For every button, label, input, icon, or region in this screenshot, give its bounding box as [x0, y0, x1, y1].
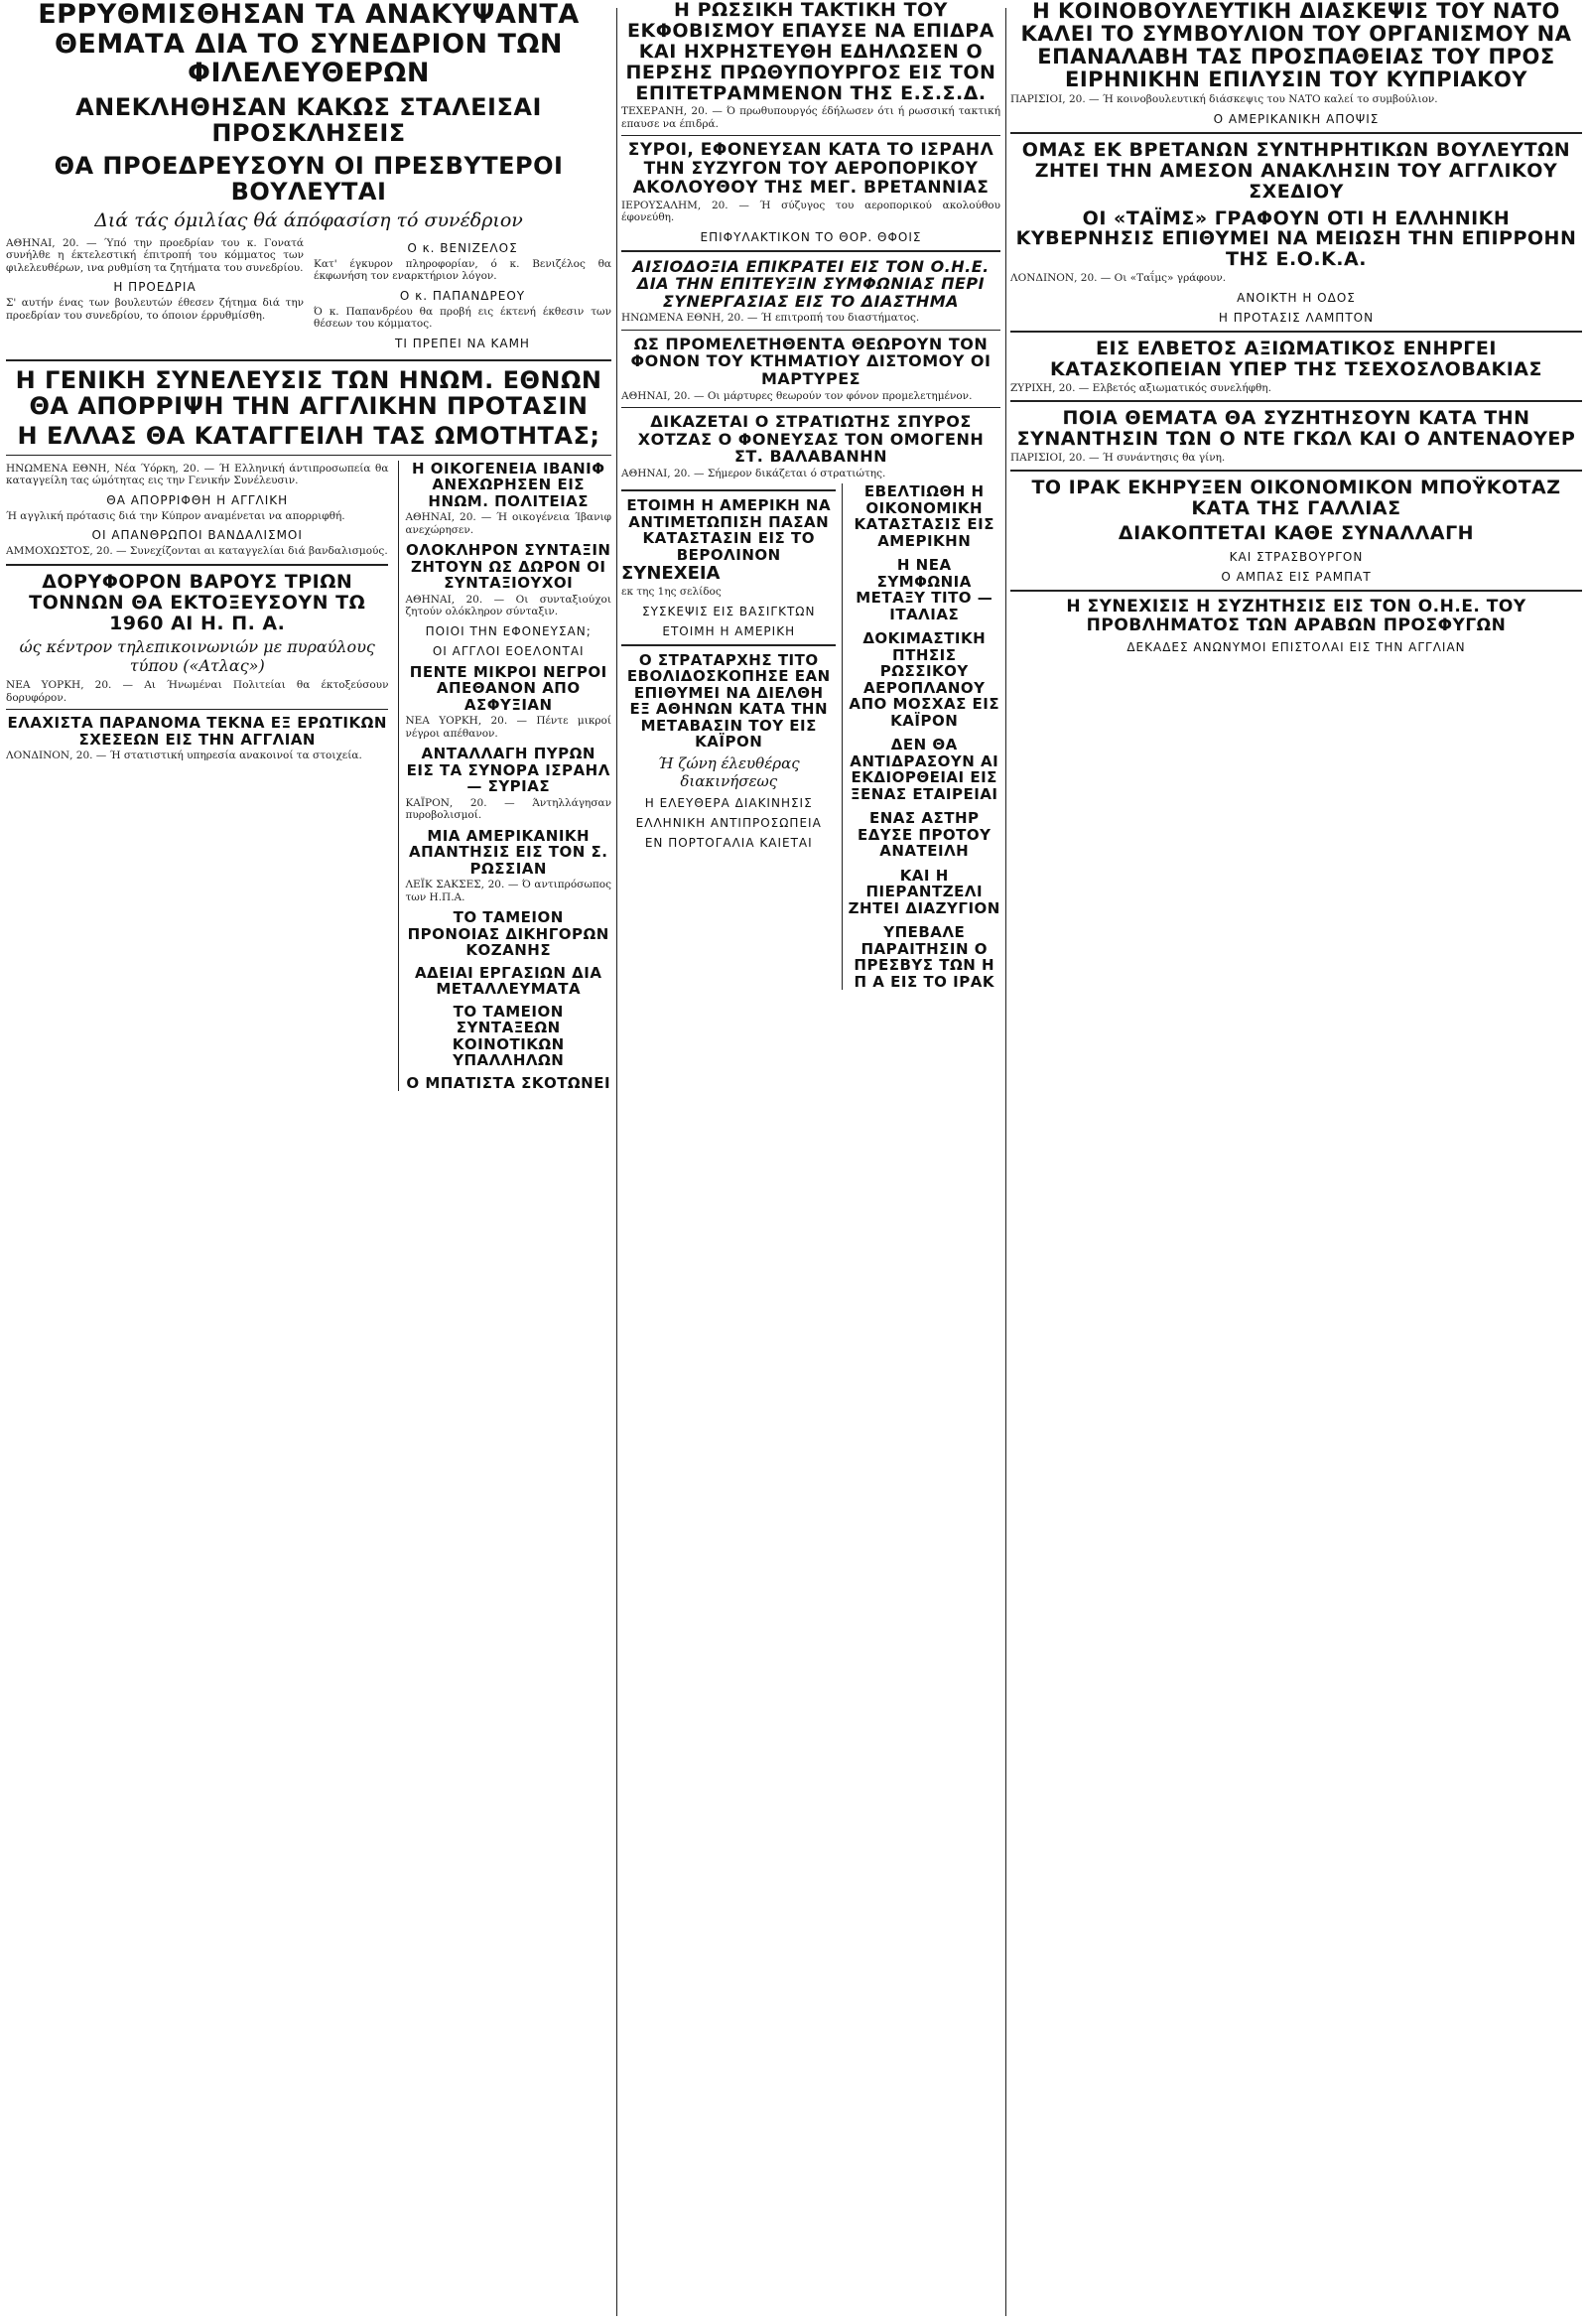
headline-economy: ΕΒΕΛΤΙΩΘΗ Η ΟΙΚΟΝΟΜΙΚΗ ΚΑΤΑΣΤΑΣΙΣ ΕΙΣ ΑΜΕΡΙΚΗΝ	[854, 482, 994, 550]
section-portugal: ΕΝ ΠΟΡΤΟΓΑΛΙΑ ΚΑΙΕΤΑΙ	[644, 835, 813, 850]
column-rule	[1005, 8, 1006, 2316]
subheadline-speeches: Διά τάς όμιλίας θά άπόφασίση τό συνέδριον	[94, 208, 523, 231]
section-papandreou: Ο κ. ΠΑΠΑΝΔΡΕΟΥ	[399, 288, 526, 303]
section-british-volunteer: ΟΙ ΑΓΓΛΟΙ ΕΟΕΛΟΝΤΑΙ	[432, 643, 585, 658]
headline-syrians-killed: ΣΥΡΟΙ, ΕΦΟΝΕΥΣΑΝ ΚΑΤΑ ΤΟ ΙΣΡΑΗΛ ΤΗΝ ΣΥΖΥΓΟΝ ΤΟΥ ΑΕΡΟΠΟΡΙΚΟΥ ΑΚΟΛΟΥΘΟΥ ΤΗΣ ΜΕΓ. ΒΡΕΤΑΝΝΙΑΣ	[627, 140, 994, 198]
headline-five-children: ΠΕΝΤΕ ΜΙΚΡΟΙ ΝΕΓΡΟΙ ΑΠΕΘΑΝΟΝ ΑΠΟ ΑΣΦΥΞΙΑΝ	[409, 662, 607, 714]
headline-british-mps: ΟΜΑΣ ΕΚ ΒΡΕΤΑΝΩΝ ΣΥΝΤΗΡΗΤΙΚΩΝ ΒΟΥΛΕΥΤΩΝ ΖΗΤΕΙ ΤΗΝ ΑΜΕΣΟΝ ΑΝΑΚΛΗΣΙΝ ΤΟΥ ΑΓΓΛΙΚΟΥ ΣΧΕΔΙΟΥ	[1021, 138, 1571, 203]
left-section: ΕΡΡΥΘΜΙΣΘΗΣΑΝ ΤΑ ΑΝΑΚΥΨΑΝΤΑ ΘΕΜΑΤΑ ΔΙΑ ΤΟ ΣΥΝΕΔΡΙΟΝ ΤΩΝ ΦΙΛΕΛΕΥΘΕΡΩΝ ΑΝΕΚΛΗΘΗΣΑΝ ΚΑΚΩΣ ΣΤΑΛΕΙΣΑΙ ΠΡΟΣΚΛΗΣΕΙΣ ΘΑ ΠΡΟΕΔΡΕΥΣΟΥΝ ΟΙ ΠΡΕΣΒΥΤΕΡΟΙ ΒΟΥΛΕΥΤΑΙ Διά τάς όμιλίας θά άπόφασίση τό συνέδριον ΑΘΗΝΑΙ, 20. — Ύπό την προεδρίαν του κ. Γονατά συνήλθε η έκτελεστική έπιτροπή του κόμματος των φιλελευθέρων, ινα ρυθμίση τα ζητήματα του συνεδρίου. Η ΠΡΟΕΔΡΙΑ Σ' αυτήν ένας των βουλευτών έθεσεν ζήτημα διά την προεδρίαν του συνεδρίου, το όποιον έρρυθμίσθη. Ο κ. ΒΕΝΙΖΕΛΟΣ Κατ' έγκυρον πληροφορίαν, ό κ. Βενιζέλος θα έκφωνήση τον εναρκτήριον λόγον. Ο κ. ΠΑΠΑΝΔΡΕΟΥ Ό κ. Παπανδρέου θα προβή εις έκτενή έκθεσιν των θέσεων του κόμματος. ΤΙ ΠΡΕΠΕΙ ΝΑ ΚΑΜΗ Η ΓΕΝΙΚΗ ΣΥΝΕΛΕΥΣΙΣ ΤΩΝ ΗΝΩΜ. ΕΘΝΩΝ ΘΑ ΑΠΟΡΡΙΨΗ ΤΗΝ ΑΓΓΛΙΚΗΝ ΠΡΟΤΑΣΙΝ Η ΕΛΛΑΣ ΘΑ ΚΑΤΑΓΓΕΙΛΗ ΤΑΣ ΩΜΟΤΗΤΑΣ; ΗΝΩΜΕΝΑ ΕΘΝΗ, Νέα Ύόρκη, 20. — Ή Ελληνική άντιπροσωπεία θα καταγγείλη τας ώμότητας εις την Γενικήν Συνέλευσιν. ΘΑ ΑΠΟΡΡΙΦΘΗ Η ΑΓΓΛΙΚΗ Ή αγγλική πρότασις διά την Κύπρον αναμένεται να απορριφθή. ΟΙ ΑΠΑΝΘΡΩΠΟΙ ΒΑΝΔΑΛΙΣΜΟΙ ΑΜΜΟΧΩΣΤΟΣ, 20. — Συνεχίζονται αι καταγγελίαι διά βανδαλισμούς. ΔΟΡΥΦΟΡΟΝ ΒΑΡΟΥΣ ΤΡΙΩΝ ΤΟΝΝΩΝ ΘΑ ΕΚΤΟΞΕΥΣΟΥΝ ΤΩ 1960 ΑΙ Η. Π. Α. ώς κέντρον τηλεπικοινωνιών με πυραύλους τύπου («Ατλας») ΝΕΑ ΥΟΡΚΗ, 20. — Αι Ήνωμέναι Πολιτείαι θα έκτοξεύσουν δορυφόρον. ΕΛΑΧΙΣΤΑ ΠΑΡΑΝΟΜΑ ΤΕΚΝΑ ΕΞ ΕΡΩΤΙΚΩΝ ΣΧΕΣΕΩΝ ΕΙΣ ΤΗΝ ΑΓΓΛΙΑΝ ΛΟΝΔΙΝΟΝ, 20. — Ή στατιστική υπηρεσία ανακοινοί τα στοιχεία. Η ΟΙΚΟΓΕΝΕΙΑ ΙΒΑΝΙΦ ΑΝΕΧΩΡΗΣΕΝ ΕΙΣ ΗΝΩΜ. ΠΟΛΙΤΕΙΑΣ ΑΘΗΝΑΙ, 20. — Ή οικογένεια Ίβανιφ ανεχώρησεν. ΟΛΟΚΛΗΡΟΝ ΣΥΝΤΑΞΙΝ ΖΗΤΟΥΝ ΩΣ ΔΩΡΟΝ ΟΙ ΣΥΝΤΑΞΙΟΥΧΟΙ ΑΘΗΝΑΙ, 20. — Οι συνταξιούχοι ζητούν ολόκληρον σύνταξιν. ΠΟΙΟΙ ΤΗΝ ΕΦΟΝΕΥΣΑΝ; ΟΙ ΑΓΓΛΟΙ ΕΟΕΛΟΝΤΑΙ ΠΕΝΤΕ ΜΙΚΡΟΙ ΝΕΓΡΟΙ ΑΠΕΘΑΝΟΝ ΑΠΟ ΑΣΦΥΞΙΑΝ ΝΕΑ ΥΟΡΚΗ, 20. — Πέντε μικροί νέγροι απέθανον. ΑΝΤΑΛΛΑΓΗ ΠΥΡΩΝ ΕΙΣ ΤΑ ΣΥΝΟΡΑ ΙΣΡΑΗΛ — ΣΥΡΙΑΣ ΚΑΪΡΟΝ, 20. — Άντηλλάγησαν πυροβολισμοί. ΜΙΑ ΑΜΕΡΙΚΑΝΙΚΗ ΑΠΑΝΤΗΣΙΣ ΕΙΣ ΤΟΝ Σ. ΡΩΣΣΙΑΝ ΛΕΪΚ ΣΑΚΣΕΣ, 20. — Ό αντιπρόσωπος των Η.Π.Α. ΤΟ ΤΑΜΕΙΟΝ ΠΡΟΝΟΙΑΣ ΔΙΚΗΓΟΡΩΝ ΚΟΖΑΝΗΣ ΑΔΕΙΑΙ ΕΡΓΑΣΙΩΝ ΔΙΑ ΜΕΤΑΛΛΕΥΜΑΤΑ ΤΟ ΤΑΜΕΙΟΝ ΣΥΝΤΑΞΕΩΝ ΚΟΙΝΟΤΙΚΩΝ ΥΠΑΛΛΗΛΩΝ Ο ΜΠΑΤΙΣΤΑ ΣΚΟΤΩΝΕΙ	[6, 0, 611, 1092]
section-greek-delegation: ΕΛΛΗΝΙΚΗ ΑΝΤΙΠΡΟΣΩΠΕΙΑ	[635, 815, 822, 830]
headline-satellite: ΔΟΡΥΦΟΡΟΝ ΒΑΡΟΥΣ ΤΡΙΩΝ ΤΟΝΝΩΝ ΘΑ ΕΚΤΟΞΕΥΣΟΥΝ ΤΩ 1960 ΑΙ Η. Π. Α.	[29, 570, 366, 634]
section-venizelos: Ο κ. ΒΕΝΙΖΕΛΟΣ	[407, 240, 518, 255]
headline-invitations: ΑΝΕΚΛΗΘΗΣΑΝ ΚΑΚΩΣ ΣΤΑΛΕΙΣΑΙ ΠΡΟΣΚΛΗΣΕΙΣ	[75, 93, 542, 148]
headline-pensioners: ΟΛΟΚΛΗΡΟΝ ΣΥΝΤΑΞΙΝ ΖΗΤΟΥΝ ΩΣ ΔΩΡΟΝ ΟΙ ΣΥΝΤΑΞΙΟΥΧΟΙ	[405, 541, 611, 593]
headline-liberals-congress: ΕΡΡΥΘΜΙΣΘΗΣΑΝ ΤΑ ΑΝΑΚΥΨΑΝΤΑ ΘΕΜΑΤΑ ΔΙΑ ΤΟ ΣΥΝΕΔΡΙΟΝ ΤΩΝ ΦΙΛΕΛΕΥΘΕΡΩΝ	[38, 0, 580, 89]
headline-distomo: ΩΣ ΠΡΟΜΕΛΕΤΗΘΕΝΤΑ ΘΕΩΡΟΥΝ ΤΟΝ ΦΟΝΟΝ ΤΟΥ ΚΤΗΜΑΤΙΟΥ ΔΙΣΤΟΜΟΥ ΟΙ ΜΑΡΤΥΡΕΣ	[630, 334, 992, 388]
headline-elder-mps: ΘΑ ΠΡΟΕΔΡΕΥΣΟΥΝ ΟΙ ΠΡΕΣΒΥΤΕΡΟΙ ΒΟΥΛΕΥΤΑΙ	[54, 151, 564, 206]
headline-tito-italy: Η ΝΕΑ ΣΥΜΦΩΝΙΑ ΜΕΤΑΞΥ ΤΙΤΟ — ΙΤΑΛΙΑΣ	[856, 556, 993, 623]
headline-nato: Η ΚΟΙΝΟΒΟΥΛΕΥΤΙΚΗ ΔΙΑΣΚΕΨΙΣ ΤΟΥ ΝΑΤΟ ΚΑΛΕΙ ΤΟ ΣΥΜΒΟΥΛΙΟΝ ΤΟΥ ΟΡΓΑΝΙΣΜΟΥ ΝΑ ΕΠΑΝΑΛΑΒΗ ΤΑΣ ΠΡΟΣΠΑΘΕΙΑΣ ΤΟΥ ΠΡΟΣ ΕΙΡΗΝΙΚΗΝ ΕΠΙΛΥΣΙΝ ΤΟΥ ΚΥΠΡΙΑΚΟΥ	[1020, 0, 1572, 92]
headline-lawyers-fund: ΤΟ ΤΑΜΕΙΟΝ ΠΡΟΝΟΙΑΣ ΔΙΚΗΓΟΡΩΝ ΚΟΖΑΝΗΣ	[407, 908, 609, 960]
headline-swiss-officer: ΕΙΣ ΕΛΒΕΤΟΣ ΑΞΙΩΜΑΤΙΚΟΣ ΕΝΗΡΓΕΙ ΚΑΤΑΣΚΟΠΕΙΑΝ ΥΠΕΡ ΤΗΣ ΤΣΕΧΟΣΛΟΒΑΚΙΑΣ	[1050, 337, 1542, 380]
section-precaution: ΕΠΙΦΥΛΑΚΤΙΚΟΝ ΤΟ ΘΟΡ. ΘΦΟΙΣ	[700, 229, 922, 244]
headline-de-gaulle: ΠΟΙΑ ΘΕΜΑΤΑ ΘΑ ΣΥΖΗΤΗΣΟΥΝ ΚΑΤΑ ΤΗΝ ΣΥΝΑΝΤΗΣΙΝ ΤΩΝ Ο ΝΤΕ ΓΚΩΛ ΚΑΙ Ο ΑΝΤΕΝΑΟΥΕΡ	[1016, 407, 1576, 450]
section-strasbourg: ΚΑΙ ΣΤΡΑΣΒΟΥΡΓΟΝ	[1229, 549, 1364, 564]
section-washington: ΣΥΣΚΕΨΙΣ ΕΙΣ ΒΑΣΙΓΚΤΩΝ	[642, 604, 816, 618]
headline-pierangeli: ΚΑΙ Η ΠΙΕΡΑΝΤΖΕΛΙ ΖΗΤΕΙ ΔΙΑΖΥΓΙΟΝ	[848, 866, 1000, 917]
section-american-view: Ο ΑΜΕΡΙΚΑΝΙΚΗ ΑΠΟΨΙΣ	[1213, 111, 1380, 126]
column-rule	[616, 8, 617, 2316]
headline-american-answer: ΜΙΑ ΑΜΕΡΙΚΑΝΙΚΗ ΑΠΑΝΤΗΣΙΣ ΕΙΣ ΤΟΝ Σ. ΡΩΣΣΙΑΝ	[409, 826, 608, 878]
headline-batista: Ο ΜΠΑΤΙΣΤΑ ΣΚΟΤΩΝΕΙ	[406, 1073, 611, 1092]
headline-trial: ΔΙΚΑΖΕΤΑΙ Ο ΣΤΡΑΤΙΩΤΗΣ ΣΠΥΡΟΣ ΧΟΤΖΑΣ Ο ΦΟΝΕΥΣΑΣ ΤΟΝ ΟΜΟΓΕΝΗ ΣΤ. ΒΑΛΑΒΑΝΗΝ	[637, 412, 985, 467]
headline-test-flight: ΔΟΚΙΜΑΣΤΙΚΗ ΠΤΗΣΙΣ ΡΩΣΣΙΚΟΥ ΑΕΡΟΠΛΑΝΟΥ ΑΠΟ ΜΟΣΧΑΣ ΕΙΣ ΚΑΪΡΟΝ	[849, 629, 1000, 730]
headline-iraq-boycott: ΤΟ ΙΡΑΚ ΕΚΗΡΥΞΕΝ ΟΙΚΟΝΟΜΙΚΟΝ ΜΠΟΫΚΟΤΑΖ ΚΑΤΑ ΤΗΣ ΓΑΛΛΙΑΣ	[1031, 477, 1561, 520]
headline-un-general-assembly: Η ΓΕΝΙΚΗ ΣΥΝΕΛΕΥΣΙΣ ΤΩΝ ΗΝΩΜ. ΕΘΝΩΝ ΘΑ ΑΠΟΡΡΙΨΗ ΤΗΝ ΑΓΓΛΙΚΗΝ ΠΡΟΤΑΣΙΝ	[15, 365, 602, 421]
subheadline-free-zone: Ή ζώνη έλευθέρας διακινήσεως	[657, 753, 800, 790]
headline-times: ΟΙ «ΤΑΪΜΣ» ΓΡΑΦΟΥΝ ΟΤΙ Η ΕΛΛΗΝΙΚΗ ΚΥΒΕΡΝΗΣΙΣ ΕΠΙΘΥΜΕΙ ΝΑ ΜΕΙΩΣΗ ΤΗΝ ΕΠΙΡΡΟΗΝ ΤΗΣ Ε.Ο.Κ.Α.	[1015, 206, 1577, 271]
section-open-road: ΑΝΟΙΚΤΗ Η ΟΔΟΣ	[1237, 290, 1356, 305]
right-section: Η ΚΟΙΝΟΒΟΥΛΕΥΤΙΚΗ ΔΙΑΣΚΕΨΙΣ ΤΟΥ ΝΑΤΟ ΚΑΛΕΙ ΤΟ ΣΥΜΒΟΥΛΙΟΝ ΤΟΥ ΟΡΓΑΝΙΣΜΟΥ ΝΑ ΕΠΑΝΑΛΑΒΗ ΤΑΣ ΠΡΟΣΠΑΘΕΙΑΣ ΤΟΥ ΠΡΟΣ ΕΙΡΗΝΙΚΗΝ ΕΠΙΛΥΣΙΝ ΤΟΥ ΚΥΠΡΙΑΚΟΥ ΠΑΡΙΣΙΟΙ, 20. — Ή κοινοβουλευτική διάσκεψις του ΝΑΤΟ καλεί το συμβούλιον. Ο ΑΜΕΡΙΚΑΝΙΚΗ ΑΠΟΨΙΣ ΟΜΑΣ ΕΚ ΒΡΕΤΑΝΩΝ ΣΥΝΤΗΡΗΤΙΚΩΝ ΒΟΥΛΕΥΤΩΝ ΖΗΤΕΙ ΤΗΝ ΑΜΕΣΟΝ ΑΝΑΚΛΗΣΙΝ ΤΟΥ ΑΓΓΛΙΚΟΥ ΣΧΕΔΙΟΥ ΟΙ «ΤΑΪΜΣ» ΓΡΑΦΟΥΝ ΟΤΙ Η ΕΛΛΗΝΙΚΗ ΚΥΒΕΡΝΗΣΙΣ ΕΠΙΘΥΜΕΙ ΝΑ ΜΕΙΩΣΗ ΤΗΝ ΕΠΙΡΡΟΗΝ ΤΗΣ Ε.Ο.Κ.Α. ΛΟΝΔΙΝΟΝ, 20. — Οι «Ταΐμς» γράφουν. ΑΝΟΙΚΤΗ Η ΟΔΟΣ Η ΠΡΟΤΑΣΙΣ ΛΑΜΠΤΟΝ ΕΙΣ ΕΛΒΕΤΟΣ ΑΞΙΩΜΑΤΙΚΟΣ ΕΝΗΡΓΕΙ ΚΑΤΑΣΚΟΠΕΙΑΝ ΥΠΕΡ ΤΗΣ ΤΣΕΧΟΣΛΟΒΑΚΙΑΣ ΖΥΡΙΧΗ, 20. — Ελβετός αξιωματικός συνελήφθη. ΠΟΙΑ ΘΕΜΑΤΑ ΘΑ ΣΥΖΗΤΗΣΟΥΝ ΚΑΤΑ ΤΗΝ ΣΥΝΑΝΤΗΣΙΝ ΤΩΝ Ο ΝΤΕ ΓΚΩΛ ΚΑΙ Ο ΑΝΤΕΝΑΟΥΕΡ ΠΑΡΙΣΙΟΙ, 20. — Ή συνάντησις θα γίνη. ΤΟ ΙΡΑΚ ΕΚΗΡΥΞΕΝ ΟΙΚΟΝΟΜΙΚΟΝ ΜΠΟΫΚΟΤΑΖ ΚΑΤΑ ΤΗΣ ΓΑΛΛΙΑΣ ΔΙΑΚΟΠΤΕΤΑΙ ΚΑΘΕ ΣΥΝΑΛΛΑΓΗ ΚΑΙ ΣΤΡΑΣΒΟΥΡΓΟΝ Ο ΑΜΠΑΣ ΕΙΣ ΡΑΜΠΑΤ Η ΣΥΝΕΧΙΣΙΣ Η ΣΥΖΗΤΗΣΙΣ ΕΙΣ ΤΟΝ Ο.Η.Ε. ΤΟΥ ΠΡΟΒΛΗΜΑΤΟΣ ΤΩΝ ΑΡΑΒΩΝ ΠΡΟΣΦΥΓΩΝ ΔΕΚΑΔΕΣ ΑΝΩΝΥΜΟΙ ΕΠΙΣΤΟΛΑΙ ΕΙΣ ΤΗΝ ΑΓΓΛΙΑΝ	[1010, 0, 1582, 2324]
headline-mining: ΑΔΕΙΑΙ ΕΡΓΑΣΙΩΝ ΔΙΑ ΜΕΤΑΛΛΕΥΜΑΤΑ	[414, 963, 602, 999]
headline-optimism-un: ΑΙΣΙΟΔΟΞΙΑ ΕΠΙΚΡΑΤΕΙ ΕΙΣ ΤΟΝ Ο.Η.Ε. ΔΙΑ ΤΗΝ ΕΠΙΤΕΥΞΙΝ ΣΥΜΦΩΝΙΑΣ ΠΕΡΙ ΣΥΝΕΡΓΑΣΙΑΣ ΕΙΣ ΤΟ ΔΙΑΣΤΗΜΑ	[632, 256, 990, 311]
section-presidency: Η ΠΡΟΕΔΡΙΑ	[113, 280, 197, 295]
section-america-ready: ΕΤΟΙΜΗ Η ΑΜΕΡΙΚΗ	[662, 623, 796, 638]
headline-tito: Ο ΣΤΡΑΤΑΡΧΗΣ ΤΙΤΟ ΕΒΟΛΙΔΟΣΚΟΠΗΣΕ ΕΑΝ ΕΠΙΘΥΜΕΙ ΝΑ ΔΙΕΛΘΗ ΕΞ ΑΘΗΝΩΝ ΚΑΤΑ ΤΗΝ ΜΕΤΑΒΑΣΙΝ ΤΟΥ ΕΙΣ ΚΑΪΡΟΝ	[626, 650, 831, 752]
headline-berlin: ΕΤΟΙΜΗ Η ΑΜΕΡΙΚΗ ΝΑ ΑΝΤΙΜΕΤΩΠΙΣΗ ΠΑΣΑΝ ΚΑΤΑΣΤΑΣΙΝ ΕΙΣ ΤΟ ΒΕΡΟΛΙΝΟΝ	[626, 496, 832, 564]
headline-refugees: Η ΣΥΝΕΧΙΣΙΣ Η ΣΥΖΗΤΗΣΙΣ ΕΙΣ ΤΟΝ Ο.Η.Ε. ΤΟΥ ΠΡΟΒΛΗΜΑΤΟΣ ΤΩΝ ΑΡΑΒΩΝ ΠΡΟΣΦΥΓΩΝ	[1066, 596, 1526, 635]
headline-ivanif: Η ΟΙΚΟΓΕΝΕΙΑ ΙΒΑΝΙΦ ΑΝΕΧΩΡΗΣΕΝ ΕΙΣ ΗΝΩΜ. ΠΟΛΙΤΕΙΑΣ	[411, 459, 605, 510]
section-vandalism: ΟΙ ΑΠΑΝΘΡΩΠΟΙ ΒΑΝΔΑΛΙΣΜΟΙ	[91, 528, 303, 543]
headline-children: ΕΛΑΧΙΣΤΑ ΠΑΡΑΝΟΜΑ ΤΕΚΝΑ ΕΞ ΕΡΩΤΙΚΩΝ ΣΧΕΣΕΩΝ ΕΙΣ ΤΗΝ ΑΓΓΛΙΑΝ	[7, 714, 387, 749]
headline-russian-tactic: Η ΡΩΣΣΙΚΗ ΤΑΚΤΙΚΗ ΤΟΥ ΕΚΦΟΒΙΣΜΟΥ ΕΠΑΥΣΕ ΝΑ ΕΠΙΔΡΑ ΚΑΙ ΗΧΡΗΣΤΕΥΘΗ ΕΔΗΛΩΣΕΝ Ο ΠΕΡΣΗΣ ΠΡΩΘΥΠΟΥΡΓΟΣ ΕΙΣ ΤΟΝ ΕΠΙΤΕΤΡΑΜΜΕΝΟΝ ΤΗΣ Ε.Σ.Σ.Δ.	[625, 0, 996, 104]
headline-companies: ΔΕΝ ΘΑ ΑΝΤΙΔΡΑΣΟΥΝ ΑΙ ΕΚΔΙΟΡΘΕΙΑΙ ΕΙΣ ΞΕΝΑΣ ΕΤΑΙΡΕΙΑΙ	[850, 736, 999, 803]
section-free-movement: Η ΕΛΕΥΘΕΡΑ ΔΙΑΚΙΝΗΣΙΣ	[644, 795, 813, 810]
headline-pension-fund: ΤΟ ΤΑΜΕΙΟΝ ΣΥΝΤΑΞΕΩΝ ΚΟΙΝΟΤΙΚΩΝ ΥΠΑΛΛΗΛΩΝ	[452, 1002, 565, 1070]
headline-ambassador: ΥΠΕΒΑΛΕ ΠΑΡΑΙΤΗΣΙΝ Ο ΠΡΕΣΒΥΣ ΤΩΝ Η Π Α ΕΙΣ ΤΟ ΙΡΑΚ	[854, 923, 995, 991]
section-lambton: Η ΠΡΟΤΑΣΙΣ ΛΑΜΠΤΟΝ	[1218, 310, 1375, 325]
headline-transactions: ΔΙΑΚΟΠΤΕΤΑΙ ΚΑΘΕ ΣΥΝΑΛΛΑΓΗ	[1118, 522, 1475, 545]
headline-greece-atrocities: Η ΕΛΛΑΣ ΘΑ ΚΑΤΑΓΓΕΙΛΗ ΤΑΣ ΩΜΟΤΗΤΑΣ;	[17, 422, 600, 451]
section-who-killed: ΠΟΙΟΙ ΤΗΝ ΕΦΟΝΕΥΣΑΝ;	[425, 623, 592, 638]
article-body: ΑΘΗΝΑΙ, 20. — Ύπό την προεδρίαν του κ. Γονατά συνήλθε η έκτελεστική έπιτροπή του κόμματος των φιλελευθέρων, ινα ρυθμίση τα ζητήματα του συνεδρίου.	[6, 236, 304, 274]
section-what-to-do: ΤΙ ΠΡΕΠΕΙ ΝΑ ΚΑΜΗ	[395, 336, 530, 350]
headline-star: ΕΝΑΣ ΑΣΤΗΡ ΕΔΥΣΕ ΠΡΟΤΟΥ ΑΝΑΤΕΙΛΗ	[857, 809, 992, 861]
article-body: ΗΝΩΜΕΝΑ ΕΘΝΗ, Νέα Ύόρκη, 20. — Ή Ελληνική άντιπροσωπεία θα καταγγείλη τας ώμότητας εις την Γενικήν Συνέλευσιν.	[6, 462, 389, 487]
continuation-label: ΣΥΝΕΧΕΙΑ	[621, 563, 721, 585]
middle-section: Η ΡΩΣΣΙΚΗ ΤΑΚΤΙΚΗ ΤΟΥ ΕΚΦΟΒΙΣΜΟΥ ΕΠΑΥΣΕ ΝΑ ΕΠΙΔΡΑ ΚΑΙ ΗΧΡΗΣΤΕΥΘΗ ΕΔΗΛΩΣΕΝ Ο ΠΕΡΣΗΣ ΠΡΩΘΥΠΟΥΡΓΟΣ ΕΙΣ ΤΟΝ ΕΠΙΤΕΤΡΑΜΜΕΝΟΝ ΤΗΣ Ε.Σ.Σ.Δ. ΤΕΧΕΡΑΝΗ, 20. — Ό πρωθυπουργός έδήλωσεν ότι ή ρωσσική τακτική επαυσε να έπιδρά. ΣΥΡΟΙ, ΕΦΟΝΕΥΣΑΝ ΚΑΤΑ ΤΟ ΙΣΡΑΗΛ ΤΗΝ ΣΥΖΥΓΟΝ ΤΟΥ ΑΕΡΟΠΟΡΙΚΟΥ ΑΚΟΛΟΥΘΟΥ ΤΗΣ ΜΕΓ. ΒΡΕΤΑΝΝΙΑΣ ΙΕΡΟΥΣΑΛΗΜ, 20. — Ή σύζυγος του αεροπορικού ακολούθου έφονεύθη. ΕΠΙΦΥΛΑΚΤΙΚΟΝ ΤΟ ΘΟΡ. ΘΦΟΙΣ ΑΙΣΙΟΔΟΞΙΑ ΕΠΙΚΡΑΤΕΙ ΕΙΣ ΤΟΝ Ο.Η.Ε. ΔΙΑ ΤΗΝ ΕΠΙΤΕΥΞΙΝ ΣΥΜΦΩΝΙΑΣ ΠΕΡΙ ΣΥΝΕΡΓΑΣΙΑΣ ΕΙΣ ΤΟ ΔΙΑΣΤΗΜΑ ΗΝΩΜΕΝΑ ΕΘΝΗ, 20. — Ή επιτροπή του διαστήματος. ΩΣ ΠΡΟΜΕΛΕΤΗΘΕΝΤΑ ΘΕΩΡΟΥΝ ΤΟΝ ΦΟΝΟΝ ΤΟΥ ΚΤΗΜΑΤΙΟΥ ΔΙΣΤΟΜΟΥ ΟΙ ΜΑΡΤΥΡΕΣ ΑΘΗΝΑΙ, 20. — Οι μάρτυρες θεωρούν τον φόνον προμελετημένον. ΔΙΚΑΖΕΤΑΙ Ο ΣΤΡΑΤΙΩΤΗΣ ΣΠΥΡΟΣ ΧΟΤΖΑΣ Ο ΦΟΝΕΥΣΑΣ ΤΟΝ ΟΜΟΓΕΝΗ ΣΤ. ΒΑΛΑΒΑΝΗΝ ΑΘΗΝΑΙ, 20. — Σήμερον δικάζεται ό στρατιώτης. ΕΤΟΙΜΗ Η ΑΜΕΡΙΚΗ ΝΑ ΑΝΤΙΜΕΤΩΠΙΣΗ ΠΑΣΑΝ ΚΑΤΑΣΤΑΣΙΝ ΕΙΣ ΤΟ ΒΕΡΟΛΙΝΟΝ ΣΥΝΕΧΕΙΑ εκ της 1ης σελίδος ΣΥΣΚΕΨΙΣ ΕΙΣ ΒΑΣΙΓΚΤΩΝ ΕΤΟΙΜΗ Η ΑΜΕΡΙΚΗ Ο ΣΤΡΑΤΑΡΧΗΣ ΤΙΤΟ ΕΒΟΛΙΔΟΣΚΟΠΗΣΕ ΕΑΝ ΕΠΙΘΥΜΕΙ ΝΑ ΔΙΕΛΘΗ ΕΞ ΑΘΗΝΩΝ ΚΑΤΑ ΤΗΝ ΜΕΤΑΒΑΣΙΝ ΤΟΥ ΕΙΣ ΚΑΪΡΟΝ Ή ζώνη έλευθέρας διακινήσεως Η ΕΛΕΥΘΕΡΑ ΔΙΑΚΙΝΗΣΙΣ ΕΛΛΗΝΙΚΗ ΑΝΤΙΠΡΟΣΩΠΕΙΑ ΕΝ ΠΟΡΤΟΓΑΛΙΑ ΚΑΙΕΤΑΙ ΕΒΕΛΤΙΩΘΗ Η ΟΙΚΟΝΟΜΙΚΗ ΚΑΤΑΣΤΑΣΙΣ ΕΙΣ ΑΜΕΡΙΚΗΝ Η ΝΕΑ ΣΥΜΦΩΝΙΑ ΜΕΤΑΞΥ ΤΙΤΟ — ΙΤΑΛΙΑΣ ΔΟΚΙΜΑΣΤΙΚΗ ΠΤΗΣΙΣ ΡΩΣΣΙΚΟΥ ΑΕΡΟΠΛΑΝΟΥ ΑΠΟ ΜΟΣΧΑΣ ΕΙΣ ΚΑΪΡΟΝ ΔΕΝ ΘΑ ΑΝΤΙΔΡΑΣΟΥΝ ΑΙ ΕΚΔΙΟΡΘΕΙΑΙ ΕΙΣ ΞΕΝΑΣ ΕΤΑΙΡΕΙΑΙ ΕΝΑΣ ΑΣΤΗΡ ΕΔΥΣΕ ΠΡΟΤΟΥ ΑΝΑΤΕΙΛΗ ΚΑΙ Η ΠΙΕΡΑΝΤΖΕΛΙ ΖΗΤΕΙ ΔΙΑΖΥΓΙΟΝ ΥΠΕΒΑΛΕ ΠΑΡΑΙΤΗΣΙΝ Ο ΠΡΕΣΒΥΣ ΤΩΝ Η Π Α ΕΙΣ ΤΟ ΙΡΑΚ	[621, 0, 1000, 991]
section-rabat: Ο ΑΜΠΑΣ ΕΙΣ ΡΑΜΠΑΤ	[1221, 569, 1372, 584]
subheadline-satellite: ώς κέντρον τηλεπικοινωνιών με πυραύλους τύπου («Ατλας»)	[19, 637, 375, 676]
section-anonymous-letters: ΔΕΚΑΔΕΣ ΑΝΩΝΥΜΟΙ ΕΠΙΣΤΟΛΑΙ ΕΙΣ ΤΗΝ ΑΓΓΛΙΑΝ	[1126, 640, 1466, 655]
section-british-rejected: ΘΑ ΑΠΟΡΡΙΦΘΗ Η ΑΓΓΛΙΚΗ	[106, 492, 289, 507]
headline-border-fire: ΑΝΤΑΛΛΑΓΗ ΠΥΡΩΝ ΕΙΣ ΤΑ ΣΥΝΟΡΑ ΙΣΡΑΗΛ — ΣΥΡΙΑΣ	[406, 745, 610, 796]
